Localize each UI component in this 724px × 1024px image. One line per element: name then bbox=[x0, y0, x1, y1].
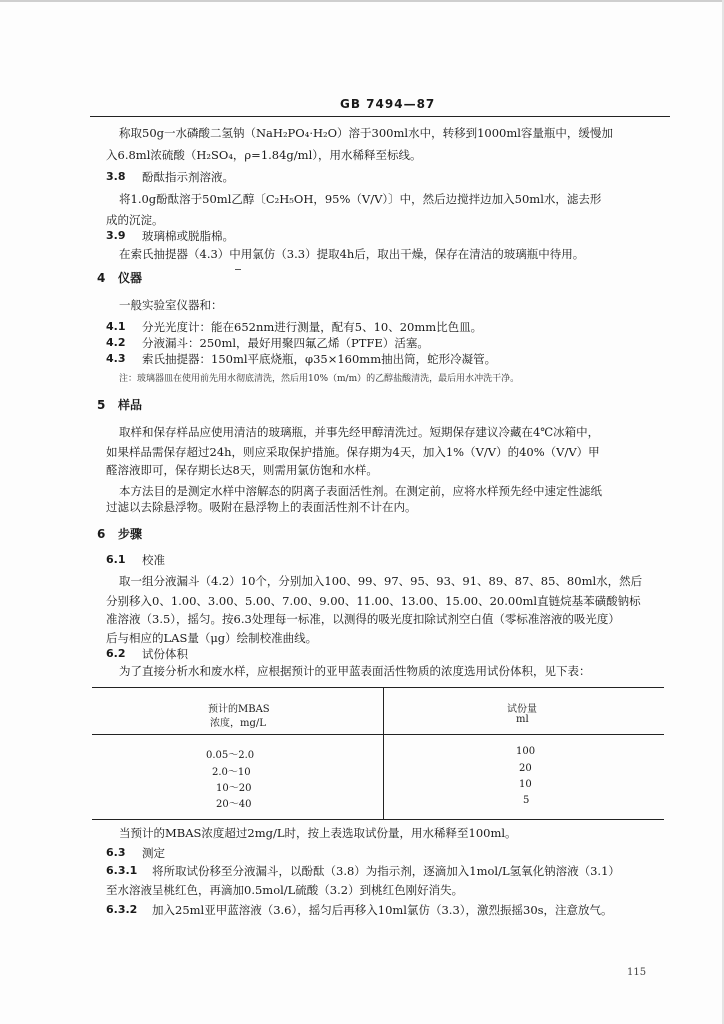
table-top-rule bbox=[92, 687, 664, 688]
s6-title: 步骤 bbox=[118, 527, 143, 541]
s4-3-text: 索氏抽提器：150ml平底烧瓶，φ35×160mm抽出筒，蛇形冷凝管。 bbox=[142, 352, 497, 366]
s4-1-text: 分光光度计：能在652nm进行测量，配有5、10、20mm比色皿。 bbox=[142, 320, 483, 334]
s4-2-number: 4.2 bbox=[106, 336, 126, 349]
s6-1-title: 校准 bbox=[142, 553, 165, 567]
table-row-3-conc: 10～20 bbox=[216, 783, 252, 794]
s5-line1: 取样和保存样品应使用清洁的玻璃瓶，并事先经甲醇清洗过。短期保存建议冷藏在4℃冰箱中， bbox=[119, 425, 600, 439]
standard-header: GB 7494—87 bbox=[340, 97, 436, 111]
s6-1-line2: 分别移入0、1.00、3.00、5.00、7.00、9.00、11.00、13.00、15.00、20.00ml直链烷基苯磺酸钠标 bbox=[106, 594, 641, 608]
s3-9-number: 3.9 bbox=[106, 229, 126, 242]
table-row-4-conc: 20～40 bbox=[216, 799, 252, 810]
s5-line5: 过滤以去除悬浮物。吸附在悬浮物上的表面活性剂不计在内。 bbox=[106, 500, 417, 514]
table-row-1-conc: 0.05～2.0 bbox=[206, 750, 255, 761]
table-row-2-vol: 20 bbox=[519, 763, 532, 774]
s4-1-number: 4.1 bbox=[106, 320, 126, 333]
table-bottom-rule bbox=[92, 819, 664, 820]
table-col2-header-line2: ml bbox=[516, 714, 529, 725]
s3-8-line1: 将1.0g酚酞溶于50ml乙醇〔C₂H₅OH，95%（V/V）〕中，然后边搅拌边加入50ml水，滤去形 bbox=[119, 192, 602, 206]
table-row-2-conc: 2.0～10 bbox=[212, 767, 251, 778]
s5-title: 样品 bbox=[118, 398, 143, 412]
s3-9-line1: 在索氏抽提器（4.3）中用氯仿（3.3）提取4h后，取出干燥，保存在清洁的玻璃瓶中待用。 bbox=[119, 247, 585, 261]
s4-intro: 一般实验室仪器和： bbox=[119, 298, 223, 312]
s4-3-number: 4.3 bbox=[106, 352, 126, 365]
header-rule bbox=[90, 116, 670, 117]
table-col1-header-line1: 预计的MBAS bbox=[208, 704, 270, 715]
s4-2-text: 分液漏斗：250ml，最好用聚四氟乙烯（PTFE）活塞。 bbox=[142, 336, 429, 350]
s6-1-number: 6.1 bbox=[106, 553, 126, 566]
s6-2-title: 试份体积 bbox=[142, 647, 188, 661]
table-row-4-vol: 5 bbox=[523, 795, 530, 806]
s6-3-number: 6.3 bbox=[106, 846, 126, 859]
s5-line4: 本方法目的是测定水样中溶解态的阴离子表面活性剂。在测定前，应将水样预先经中速定性滤纸 bbox=[119, 484, 602, 498]
s6-1-line3: 准溶液（3.5），摇匀。按6.3处理每一标准，以测得的吸光度扣除试剂空白值（零标准溶液的吸光度） bbox=[106, 612, 620, 626]
s3-7-line2: 入6.8ml浓硫酸（H₂SO₄，ρ=1.84g/ml），用水稀释至标线。 bbox=[106, 148, 422, 162]
s6-2-intro: 为了直接分析水和废水样，应根据预计的亚甲蓝表面活性物质的浓度选用试份体积，见下表： bbox=[119, 664, 591, 678]
s5-number: 5 bbox=[97, 398, 106, 412]
s6-1-line4: 后与相应的LAS量（μg）绘制校准曲线。 bbox=[106, 631, 318, 645]
table-row-1-vol: 100 bbox=[516, 746, 536, 757]
page-number: 115 bbox=[627, 967, 647, 978]
s6-3-1-line2: 至水溶液呈桃红色，再滴加0.5mol/L硫酸（3.2）到桃红色刚好消失。 bbox=[106, 883, 464, 897]
table-row-3-vol: 10 bbox=[519, 779, 532, 790]
s6-1-line1: 取一组分液漏斗（4.2）10个，分别加入100、99、97、95、93、91、89、87、85、80ml水，然后 bbox=[119, 574, 643, 588]
s5-line2: 如果样品需保存超过24h，则应采取保护措施。保存期为4天，加入1%（V/V）的40%（V/V）甲 bbox=[106, 445, 600, 459]
s6-number: 6 bbox=[97, 527, 106, 541]
table-col2-header-line1: 试份量 bbox=[507, 704, 537, 715]
after-table-text: 当预计的MBAS浓度超过2mg/L时，按上表选取试份量，用水稀释至100ml。 bbox=[119, 826, 517, 840]
table-col1-header-line2: 浓度，mg/L bbox=[210, 718, 266, 729]
s6-3-1-number: 6.3.1 bbox=[106, 864, 138, 877]
s6-3-2-number: 6.3.2 bbox=[106, 903, 138, 916]
s3-9-title: 玻璃棉或脱脂棉。 bbox=[142, 229, 234, 243]
table-column-divider bbox=[383, 687, 384, 819]
s3-7-line1: 称取50g一水磷酸二氢钠（NaH₂PO₄·H₂O）溶于300ml水中，转移到1000ml容量瓶中，缓慢加 bbox=[119, 126, 613, 140]
s6-3-2-line1: 加入25ml亚甲蓝溶液（3.6），摇匀后再移入10ml氯仿（3.3），激烈振摇30s，注意放气。 bbox=[152, 903, 613, 917]
s3-8-line2: 成的沉淀。 bbox=[106, 213, 164, 227]
s5-line3: 醛溶液即可，保存期长达8天，则需用氯仿饱和水样。 bbox=[106, 463, 378, 477]
scan-speck bbox=[235, 269, 241, 270]
page-top-edge bbox=[0, 0, 724, 2]
s6-2-number: 6.2 bbox=[106, 647, 126, 660]
table-header-rule bbox=[92, 734, 664, 735]
s6-3-1-line1: 将所取试份移至分液漏斗，以酚酞（3.8）为指示剂，逐滴加入1mol/L氢氧化钠溶液（3.1） bbox=[152, 864, 620, 878]
s6-3-title: 测定 bbox=[142, 846, 165, 860]
s3-8-title: 酚酞指示剂溶液。 bbox=[142, 170, 234, 184]
s3-8-number: 3.8 bbox=[106, 170, 126, 183]
s4-title: 仪器 bbox=[118, 271, 143, 285]
s4-number: 4 bbox=[97, 271, 106, 285]
s4-note: 注：玻璃器皿在使用前先用水彻底清洗，然后用10%（m/m）的乙醇盐酸清洗，最后用水冲洗干净。 bbox=[119, 374, 520, 384]
